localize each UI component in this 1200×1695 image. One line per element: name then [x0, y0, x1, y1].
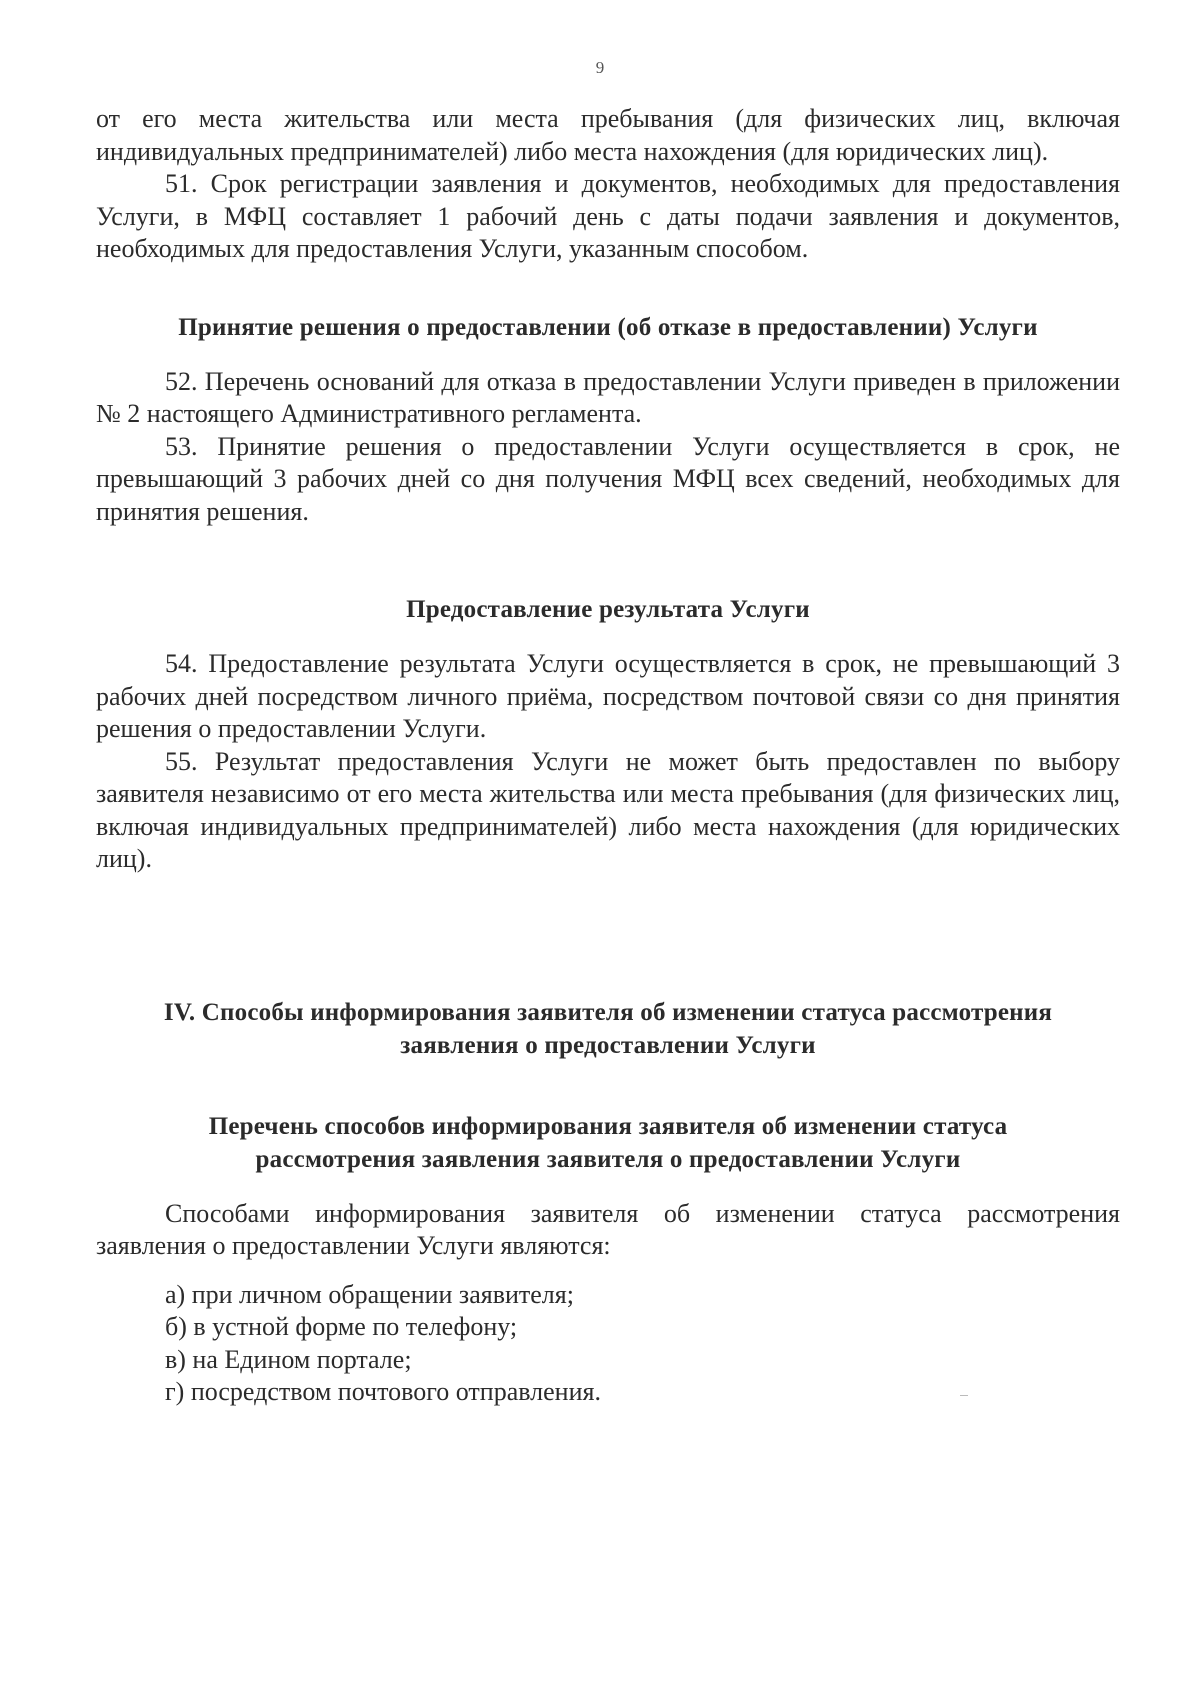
heading-methods-line2: рассмотрения заявления заявителя о предоставлении Услуги [255, 1145, 961, 1173]
page-number: 9 [595, 58, 605, 77]
chapter-iv-heading-line1: IV. Способы информирования заявителя об изменении статуса рассмотрения [163, 998, 1053, 1026]
scan-speck [960, 1395, 968, 1396]
paragraph-methods-intro: Способами информирования заявителя об изменении статуса рассмотрения заявления о предоставлении Услуги являются: [96, 1198, 1120, 1260]
list-item: в) на Едином портале; [165, 1344, 412, 1374]
heading-methods [96, 1110, 1120, 1176]
chapter-iv-heading-line2: заявления о предоставлении Услуги [400, 1031, 816, 1059]
heading-result: Предоставление результата Услуги [406, 596, 810, 623]
heading-decision: Принятие решения о предоставлении (об отказе в предоставлении) Услуги [178, 313, 1038, 341]
methods-list [96, 1279, 1120, 1409]
paragraph-52: 52. Перечень оснований для отказа в предоставлении Услуги приведен в приложении № 2 настоящего Административного регламента. [96, 366, 1120, 428]
paragraph-continuation: от его места жительства или места пребывания (для физических лиц, включая индивидуальных предпринимателей) либо места нахождения (для юридических лиц). [96, 104, 1120, 166]
document-body [96, 103, 1120, 1409]
list-item: б) в устной форме по телефону; [165, 1312, 518, 1341]
paragraph-54: 54. Предоставление результата Услуги осуществляется в срок, не превышающий 3 рабочих дней посредством личного приёма, посредством почтовой связи со дня принятия решения о предоставлении Услуги. [96, 649, 1120, 743]
paragraph-55: 55. Результат предоставления Услуги не может быть предоставлен по выбору заявителя независимо от его места жительства или места пребывания (для физических лиц, включая индивидуальных предпринимателей) либо места нахождения (для юридических лиц). [96, 746, 1120, 873]
chapter-iv-heading [96, 996, 1120, 1062]
list-item: г) посредством почтового отправления. [165, 1377, 601, 1406]
paragraph-53: 53. Принятие решения о предоставлении Услуги осуществляется в срок, не превышающий 3 рабочих дней со дня получения МФЦ всех сведений, необходимых для принятия решения. [96, 431, 1120, 526]
heading-methods-line1: Перечень способов информирования заявителя об изменении статуса [208, 1112, 1008, 1140]
list-item: а) при личном обращении заявителя; [165, 1279, 574, 1309]
paragraph-51: 51. Срок регистрации заявления и документов, необходимых для предоставления Услуги, в МФЦ составляет 1 рабочий день с даты подачи заявления и документов, необходимых для предоставления Услуги, указанным способом. [96, 169, 1120, 263]
